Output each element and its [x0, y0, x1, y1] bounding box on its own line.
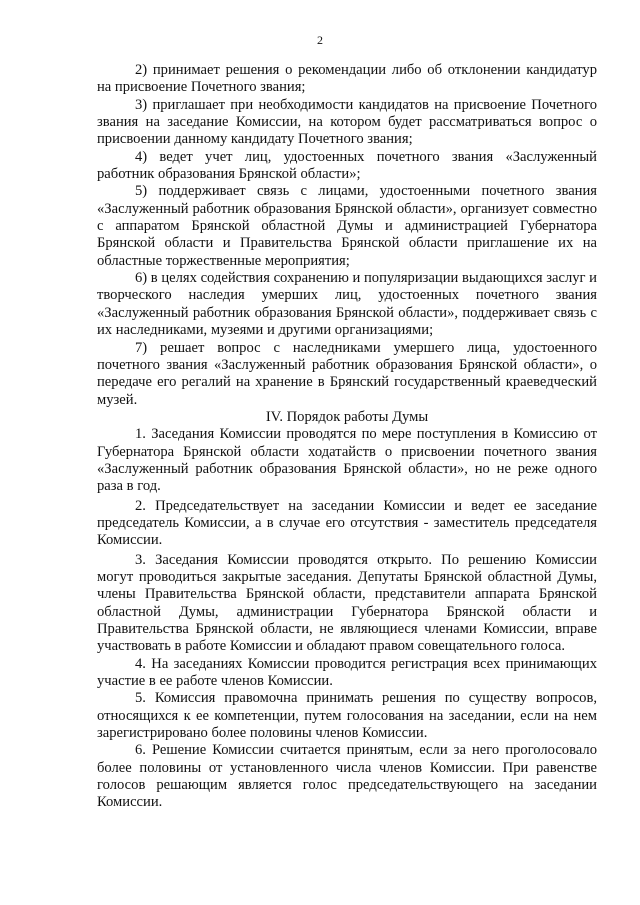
paragraph: 7) решает вопрос с наследниками умершего лица, удостоенного почетного звания «Заслуженный работник образования Брянской области», о передаче его регалий на хранение в Брянский государственный краеведческий музей. — [97, 339, 597, 408]
paragraph: 3) приглашает при необходимости кандидатов на присвоение Почетного звания на заседание Комиссии, на котором будет рассматриваться вопрос о присвоении данному кандидату Почетного звания; — [97, 96, 597, 148]
paragraph: 3. Заседания Комиссии проводятся открыто. По решению Комиссии могут проводиться закрытые заседания. Депутаты Брянской областной Думы, члены Правительства Брянской области, представители аппарата Брянской областной Думы, администрации Губернатора Брянской области и Правительства Брянской области, не являющиеся членами Комиссии, вправе участвовать в работе Комиссии и обладают правом совещательного голоса. — [97, 551, 597, 655]
paragraph: 1. Заседания Комиссии проводятся по мере поступления в Комиссию от Губернатора Брянской области ходатайств о присвоении почетного звания «Заслуженный работник образования Брянской области», но не реже одного раза в год. — [97, 426, 597, 495]
document-body — [97, 62, 597, 812]
paragraph: 4) ведет учет лиц, удостоенных почетного звания «Заслуженный работник образования Брянской области»; — [97, 148, 597, 183]
page-number: 2 — [317, 33, 323, 47]
paragraph: 6. Решение Комиссии считается принятым, если за него проголосовало более половины от установленного числа членов Комиссии. При равенстве голосов решающим является голос председательствующего на заседании Комиссии. — [97, 742, 597, 811]
paragraph: 6) в целях содействия сохранению и популяризации выдающихся заслуг и творческого наследия умерших лиц, удостоенных почетного звания «Заслуженный работник образования Брянской области», поддерживает связь с их наследниками, музеями и другими организациями; — [97, 270, 597, 339]
paragraph: 2. Председательствует на заседании Комиссии и ведет ее заседание председатель Комиссии, а в случае его отсутствия - заместитель председателя Комиссии. — [97, 497, 597, 549]
paragraph: 2) принимает решения о рекомендации либо об отклонении кандидатур на присвоение Почетного звания; — [97, 62, 597, 96]
paragraph: 4. На заседаниях Комиссии проводится регистрация всех принимающих участие в ее работе членов Комиссии. — [97, 655, 597, 690]
paragraph: 5) поддерживает связь с лицами, удостоенными почетного звания «Заслуженный работник образования Брянской области», организует совместно с аппаратом Брянской областной Думы и администрацией Губернатора Брянской области и Правительства Брянской области приглашение их на областные торжественные мероприятия; — [97, 183, 597, 269]
section-heading: IV. Порядок работы Думы — [265, 408, 429, 425]
paragraph: 5. Комиссия правомочна принимать решения по существу вопросов, относящихся к ее компетенции, путем голосования на заседании, если на нем зарегистрировано более половины членов Комиссии. — [97, 690, 597, 742]
